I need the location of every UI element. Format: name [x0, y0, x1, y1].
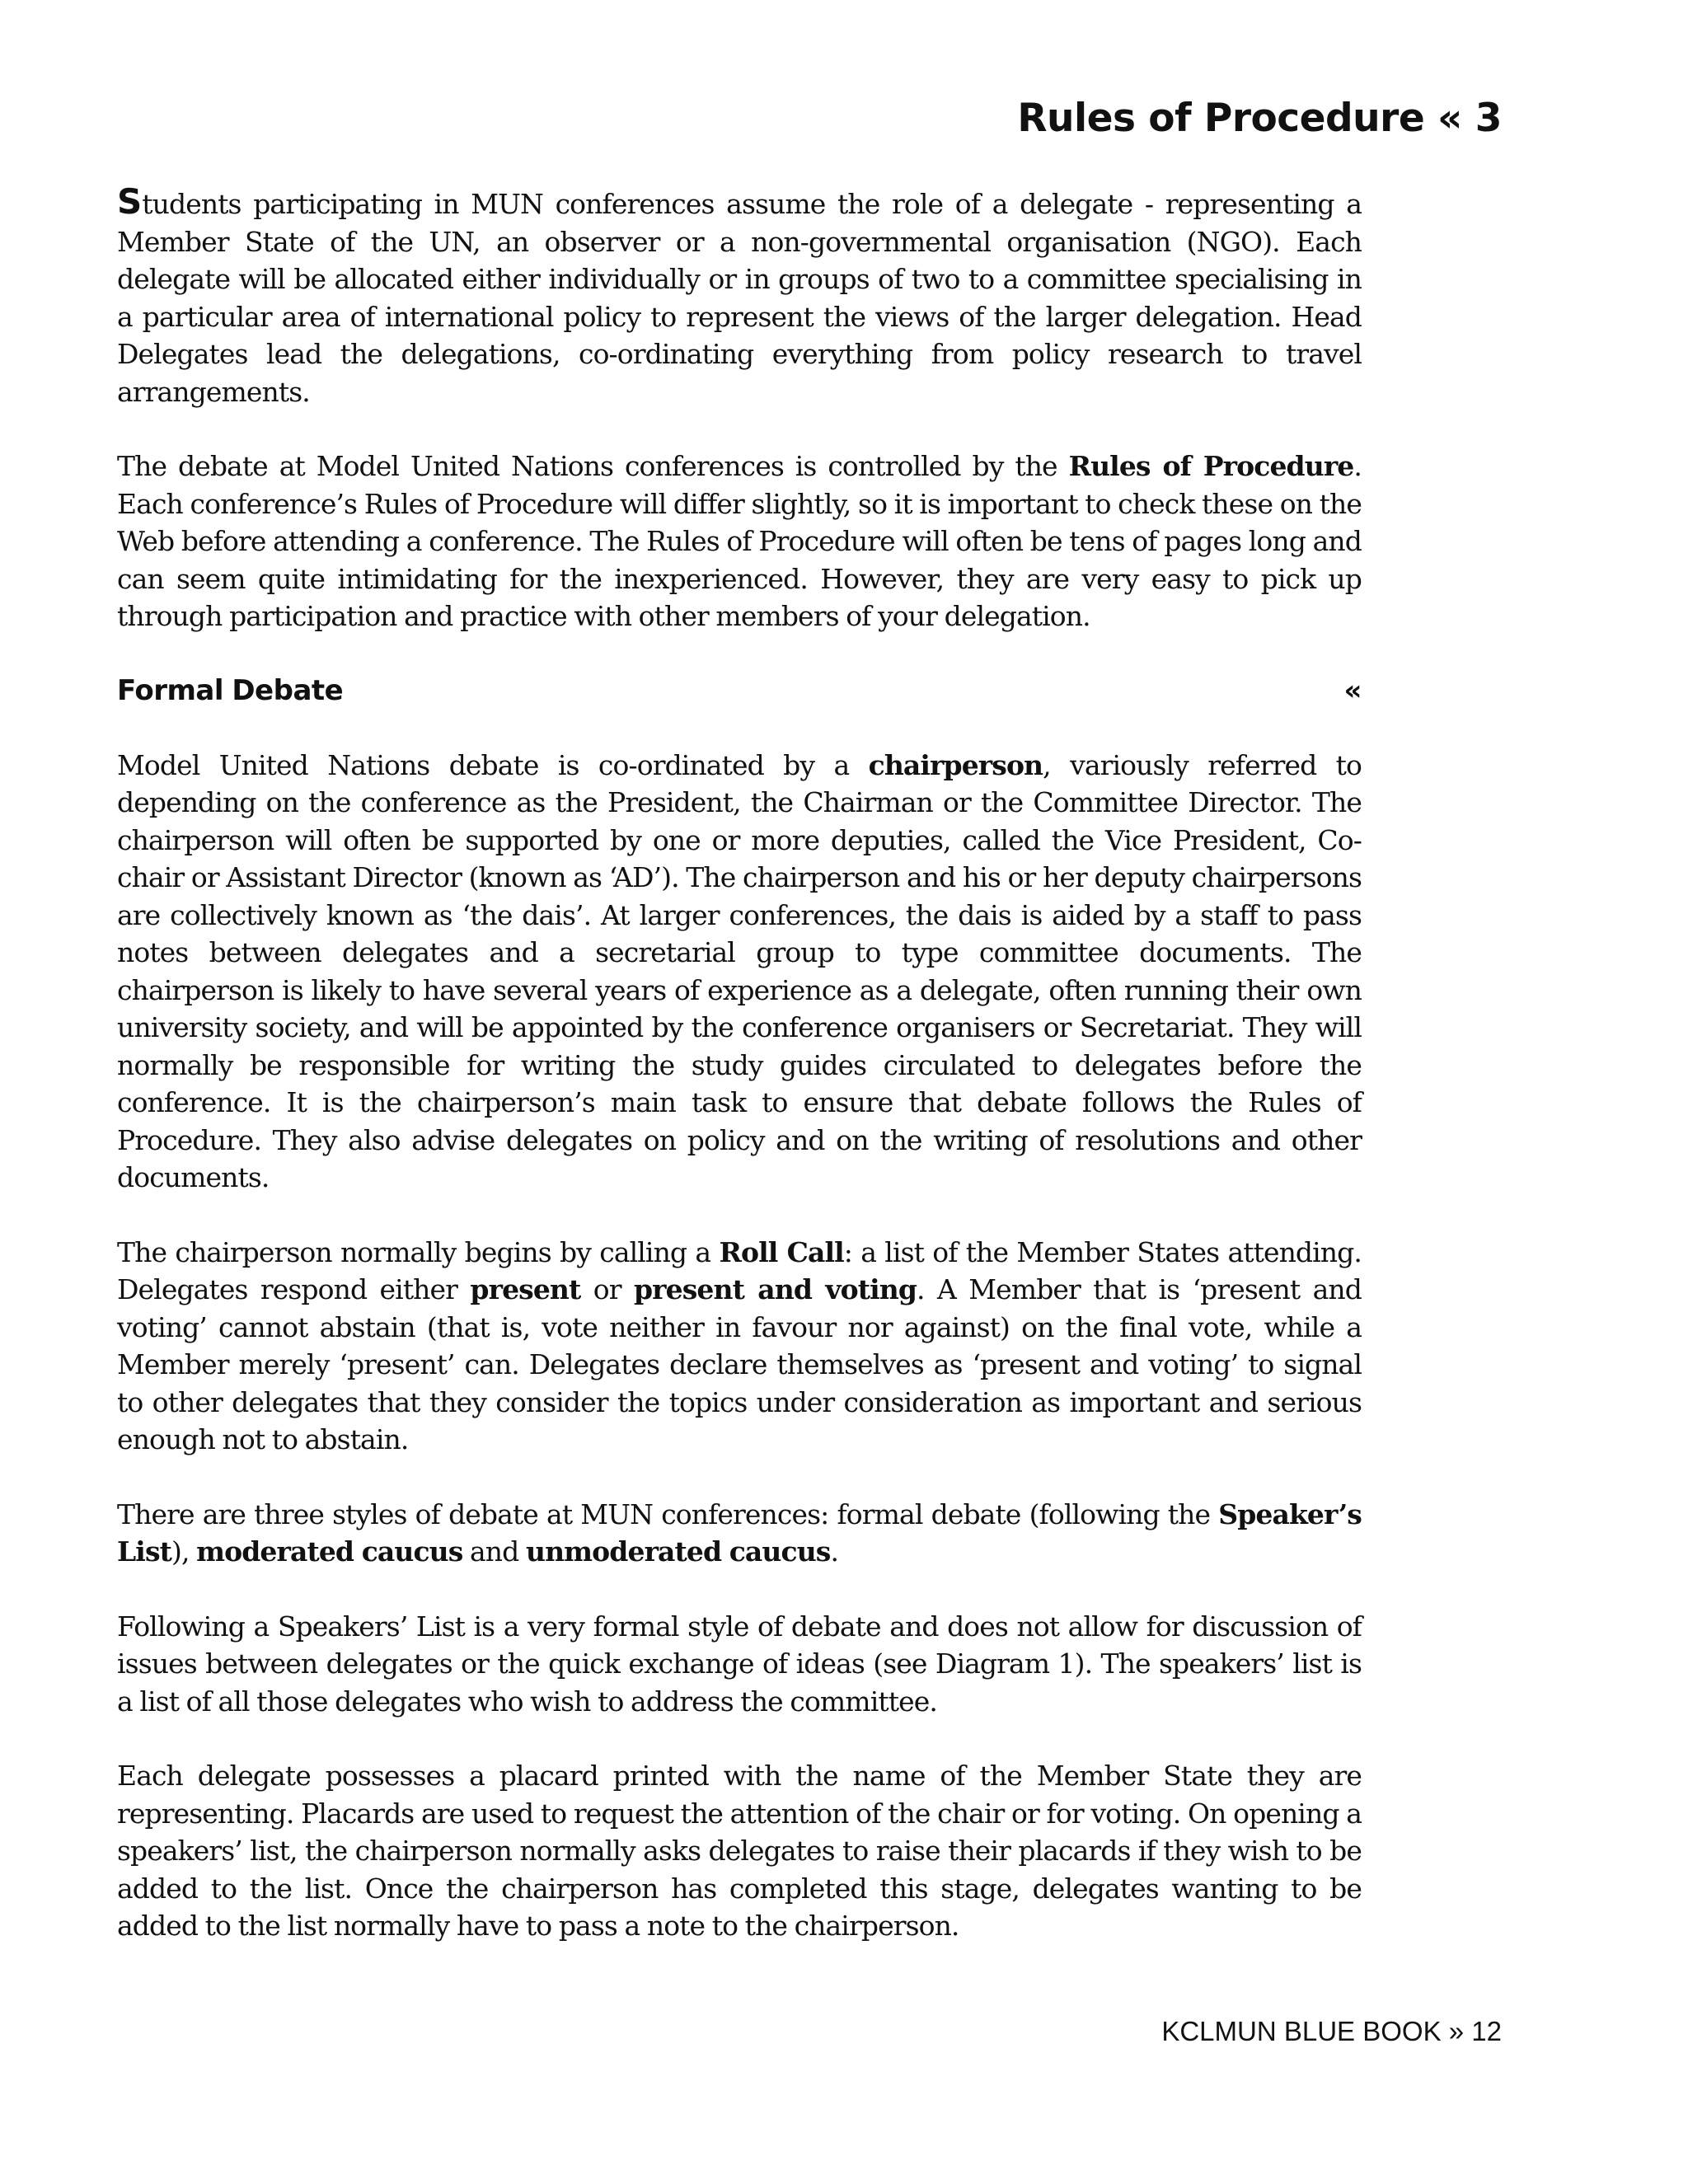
paragraph-text: or — [580, 1273, 634, 1305]
paragraph-text: . — [830, 1535, 839, 1568]
bold-term-moderated-caucus: moderated caucus — [196, 1535, 463, 1568]
paragraph-text: and — [462, 1535, 526, 1568]
section-heading-formal-debate — [117, 673, 1362, 710]
paragraph-text: There are three styles of debate at MUN conferences: formal debate (following the — [117, 1497, 1219, 1530]
paragraph-text: . A Member that is ‘present and voting’ cannot abstain (that is, vote neither in favour nor against) on the final vote, while a Member merely ‘present’ can. Delegates declare themselves as ‘present and voting’ to signal to other delegates that they consider the topics under consideration as important and serious enough not to abstain. — [117, 1273, 1362, 1455]
speakers-list-paragraph: Following a Speakers’ List is a very formal style of debate and does not allow for discussion of issues between delegates or the quick exchange of ideas (see Diagram 1). The speakers’ list is a list of all those delegates who wish to address the committee. — [117, 1610, 1362, 1718]
page-footer: KCLMUN BLUE BOOK » 12 — [1161, 2016, 1502, 2046]
rules-of-procedure-paragraph — [117, 448, 1362, 635]
bold-term-unmoderated-caucus: unmoderated caucus — [525, 1535, 831, 1568]
section-heading-marker: « — [1343, 673, 1362, 707]
chairperson-paragraph — [117, 747, 1362, 1197]
section-heading-title: Formal Debate — [117, 673, 344, 707]
intro-text: tudents participating in MUN conferences assume the role of a delegate - representing a Member State of the UN, an observer or a non-governmental organisation (NGO). Each delegate will be allocated either individually or in groups of two to a committee specialising in a particular area of international policy to represent the views of the larger delegation. Head Delegates lead the delegations, co-ordinating everything from policy research to travel arrangements. — [117, 188, 1362, 408]
debate-styles-paragraph — [117, 1496, 1362, 1571]
paragraph-text: The chairperson normally begins by calling a — [117, 1235, 720, 1268]
paragraph-text: . Each conference’s Rules of Procedure will differ slightly, so it is important to check these on the Web before attending a conference. The Rules of Procedure will often be tens of pages long and can seem quite intimidating for the inexperienced. However, they are very easy to pick up through participation and practice with other members of your delegation. — [117, 450, 1362, 632]
bold-term-present: present — [470, 1273, 581, 1305]
paragraph-text: Model United Nations debate is co-ordinated by a — [117, 748, 869, 781]
roll-call-paragraph — [117, 1234, 1362, 1459]
paragraph-text: , variously referred to depending on the conference as the President, the Chairman or the Committee Director. The chairperson will often be supported by one or more deputies, called the Vice President, Co-chair or Assistant Director (known as ‘AD’). The chairperson and his or her deputy chairpersons are collectively known as ‘the dais’. At larger conferences, the dais is aided by a staff to pass notes between delegates and a secretarial group to type committee documents. The chairperson is likely to have several years of experience as a delegate, often running their own university society, and will be appointed by the conference organisers or Secretariat. They will normally be responsible for writing the study guides circulated to delegates before the conference. It is the chairperson’s main task to ensure that debate follows the Rules of Procedure. They also advise delegates on policy and on the writing of resolutions and other documents. — [117, 748, 1362, 1193]
bold-term-speakers-list: Speaker’s List — [117, 1497, 1362, 1568]
paragraph-text: : a list of the Member States attending. Delegates respond either — [117, 1235, 1362, 1305]
page-header-title: Rules of Procedure « 3 — [1017, 96, 1502, 141]
paragraph-text: The debate at Model United Nations conferences is controlled by the — [117, 450, 1069, 482]
intro-paragraph — [117, 183, 1362, 410]
bold-term-rules-of-procedure: Rules of Procedure — [1068, 450, 1354, 482]
bold-term-roll-call: Roll Call — [719, 1235, 844, 1268]
paragraph-text: ), — [171, 1535, 197, 1568]
bold-term-present-and-voting: present and voting — [633, 1273, 917, 1305]
placard-paragraph: Each delegate possesses a placard printed with the name of the Member State they are representing. Placards are used to request the attention of the chair or for voting. On opening a speakers’ list, the chairperson normally asks delegates to raise their placards if they wish to be added to the list. Once the chairperson has completed this stage, delegates wanting to be added to the list normally have to pass a note to the chairperson. — [117, 1760, 1362, 1942]
bold-term-chairperson: chairperson — [868, 748, 1043, 781]
page-body — [117, 183, 1362, 1945]
drop-cap-letter: S — [117, 181, 143, 222]
